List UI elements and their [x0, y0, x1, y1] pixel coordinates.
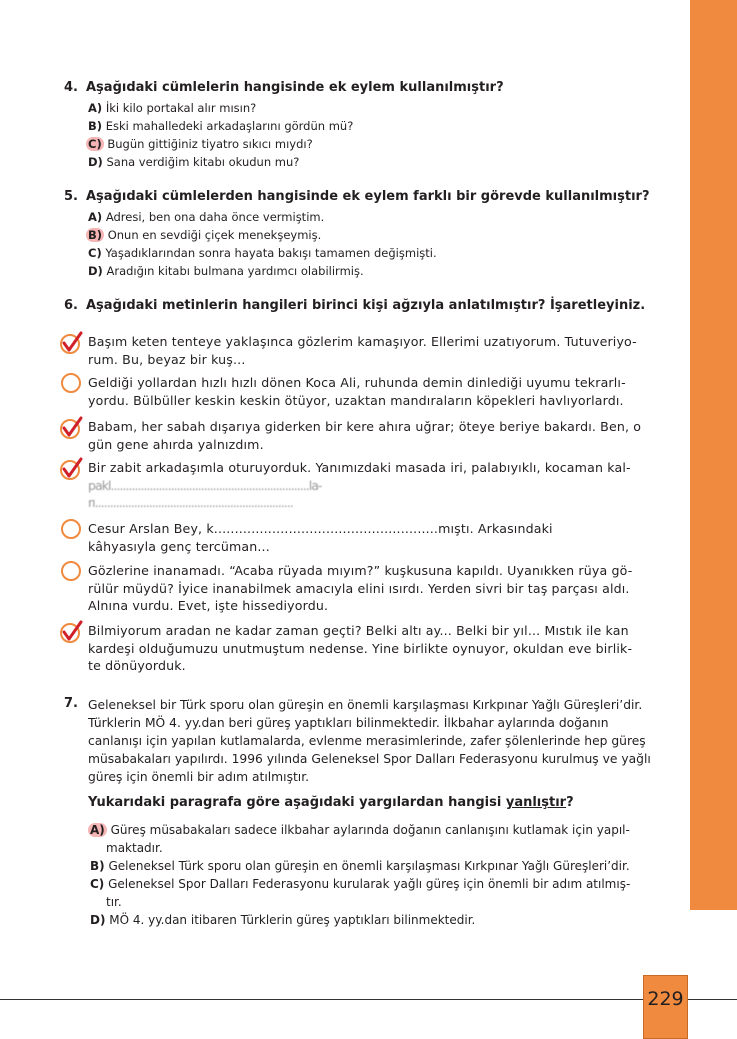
- option-letter: D): [88, 264, 103, 278]
- item-line: rülür müydü? İyice inanabilmek amacıyla elini ısırdı. Yerden sivri bir taş parçası aldı.: [88, 580, 630, 596]
- option-text: Geleneksel Türk sporu olan güreşin en önemli karşılaşması Kırkpınar Yağlı Güreşleri’dir.: [108, 859, 630, 873]
- orange-side-bar: [690, 0, 737, 910]
- empty-circle-checkbox[interactable]: [61, 561, 81, 581]
- option-letter-marked: B): [88, 228, 103, 242]
- question-text: Yukarıdaki paragrafa göre aşağıdaki yargılardan hangisi: [88, 795, 506, 810]
- option-text: Yaşadıklarından sonra hayata bakışı tamamen değişmişti.: [105, 246, 437, 260]
- q7-option-a[interactable]: [90, 821, 680, 857]
- q6-text-item: [88, 333, 688, 368]
- item-line: kardeşi olduğumuzu unutmuştum nedense. Yine birlikte oynuyor, okuldan eve birlik-: [88, 640, 633, 656]
- option-text: Onun en sevdiği çiçek menekşeymiş.: [107, 228, 322, 242]
- question-text: Aşağıdaki cümlelerin hangisinde ek eylem kullanılmıştır?: [86, 80, 504, 95]
- option-text: Bugün gittiğiniz tiyatro sıkıcı mıydı?: [107, 137, 313, 151]
- question-mark: ?: [566, 795, 574, 810]
- q5-option-a[interactable]: [88, 210, 324, 224]
- paragraph-line: Türklerin MÖ 4. yy.dan beri güreş yaptıkları bilinmektedir. İlkbahar aylarında doğanın: [88, 716, 609, 730]
- option-letter: D): [88, 155, 103, 169]
- question-7-text: [88, 795, 574, 810]
- item-line: Babam, her sabah dışarıya giderken bir kere ahıra uğrar; öteye beriye bakardı. Ben, o: [88, 419, 642, 434]
- option-letter: D): [90, 913, 106, 927]
- page-number: 229: [647, 988, 684, 1010]
- item-line: rum. Bu, beyaz bir kuş...: [88, 351, 246, 367]
- q6-text-item: [88, 520, 688, 555]
- item-line: Alnına vurdu. Evet, işte hissediyordu.: [88, 598, 329, 614]
- option-text: MÖ 4. yy.dan itibaren Türklerin güreş yaptıkları bilinmektedir.: [109, 913, 476, 927]
- question-number: 6.: [64, 298, 78, 313]
- checkmark-icon[interactable]: [58, 415, 84, 441]
- question-4: [64, 80, 504, 95]
- item-line: kâhyasıyla genç tercüman...: [88, 538, 270, 554]
- option-letter: B): [88, 119, 103, 133]
- q5-option-c[interactable]: [88, 246, 437, 260]
- item-line: Cesur Arslan Bey, k......................................................mıştı. Arkasındaki: [88, 521, 553, 536]
- paragraph-line: Geleneksel bir Türk sporu olan güreşin en önemli karşılaşması Kırkpınar Yağlı Güreşleri’dir.: [88, 698, 643, 712]
- option-letter: C): [88, 246, 102, 260]
- footer-rule: [0, 999, 737, 1000]
- q6-text-item: [88, 418, 688, 453]
- item-line: gün gene ahırda yalnızdım.: [88, 436, 264, 452]
- option-letter-marked: A): [90, 823, 105, 837]
- option-letter-marked: C): [88, 137, 102, 151]
- option-text: maktadır.: [106, 841, 163, 855]
- q6-text-item: [88, 374, 688, 409]
- q6-text-item: [88, 622, 688, 675]
- item-line: Başım keten tenteye yaklaşınca gözlerim kamaşıyor. Ellerimi uzatıyorum. Tutuveriyo-: [88, 334, 637, 349]
- option-letter: A): [88, 210, 103, 224]
- item-line: Bir zabit arkadaşımla oturuyorduk. Yanımızdaki masada iri, palabıyıklı, kocaman kal-: [88, 460, 631, 475]
- question-6: [64, 298, 645, 313]
- option-text: tır.: [106, 895, 122, 909]
- empty-circle-checkbox[interactable]: [61, 519, 81, 539]
- option-text: Aradığın kitabı bulmana yardımcı olabilirmiş.: [106, 264, 364, 278]
- option-text: Geleneksel Spor Dalları Federasyonu kurularak yağlı güreş için önemli bir adım atılmış-: [108, 877, 631, 891]
- question-text: Aşağıdaki metinlerin hangileri birinci kişi ağzıyla anlatılmıştır? İşaretleyiniz.: [86, 298, 646, 313]
- q5-option-d[interactable]: [88, 264, 364, 278]
- item-line: rı..................................................................: [88, 495, 293, 511]
- question-text: Aşağıdaki cümlelerden hangisinde ek eylem farklı bir görevde kullanılmıştır?: [86, 189, 650, 204]
- question-number: 5.: [64, 189, 78, 204]
- q7-option-b[interactable]: [90, 857, 680, 875]
- q6-text-item: [88, 562, 688, 615]
- option-letter: B): [90, 859, 105, 873]
- item-line: yordu. Bülbüller keskin keskin ötüyor, uzaktan mandıraların köpekleri havlıyorlardı.: [88, 392, 624, 408]
- item-line: te dönüyorduk.: [88, 658, 186, 674]
- item-line: pakl..................................................................la-: [88, 477, 322, 493]
- question-number: 4.: [64, 80, 78, 95]
- q4-option-b[interactable]: [88, 119, 353, 133]
- q6-text-item: [88, 459, 688, 512]
- q4-option-d[interactable]: [88, 155, 299, 169]
- empty-circle-checkbox[interactable]: [61, 373, 81, 393]
- paragraph-line: müsabakaları yapılırdı. 1996 yılında Geleneksel Spor Dalları Federasyonu kurulmuş ve yağlı: [88, 752, 651, 766]
- option-text: İki kilo portakal alır mısın?: [105, 101, 257, 115]
- option-text: Adresi, ben ona daha önce vermiştim.: [105, 210, 325, 224]
- q5-option-b[interactable]: [88, 228, 321, 242]
- question-7-number: 7.: [64, 696, 78, 711]
- option-text: Sana verdiğim kitabı okudun mu?: [106, 155, 300, 169]
- item-line: Bilmiyorum aradan ne kadar zaman geçti? Belki altı ay... Belki bir yıl... Mıstık ile kan: [88, 623, 629, 638]
- option-letter: A): [88, 101, 103, 115]
- option-letter: C): [90, 877, 105, 891]
- q7-option-c[interactable]: [90, 875, 680, 911]
- checkmark-icon[interactable]: [58, 619, 84, 645]
- q4-option-a[interactable]: [88, 101, 256, 115]
- paragraph-line: canlanışı için yapılan kutlamalarda, evlenme merasimlerinde, zafer şölenlerinde hep güreş: [88, 734, 646, 748]
- option-text: Eski mahalledeki arkadaşlarını gördün mü?: [105, 119, 354, 133]
- option-text: Güreş müsabakaları sadece ilkbahar aylarında doğanın canlanışını kutlamak için yapıl-: [110, 823, 630, 837]
- checkmark-icon[interactable]: [58, 330, 84, 356]
- paragraph-line: güreş için önemli bir adım atılmıştır.: [88, 770, 310, 784]
- item-line: Gözlerine inanamadı. “Acaba rüyada mıyım?” kuşkusuna kapıldı. Uyanıkken rüya gö-: [88, 563, 633, 578]
- checkmark-icon[interactable]: [58, 456, 84, 482]
- question-5: [64, 189, 650, 204]
- item-line: Geldiği yollardan hızlı hızlı dönen Koca Ali, ruhunda demin dinlediği uyumu tekrarlı-: [88, 375, 626, 390]
- underlined-word: yanlıştır: [505, 795, 567, 810]
- q4-option-c[interactable]: [88, 137, 313, 151]
- q7-option-d[interactable]: [90, 911, 680, 929]
- question-7-paragraph: [88, 696, 688, 786]
